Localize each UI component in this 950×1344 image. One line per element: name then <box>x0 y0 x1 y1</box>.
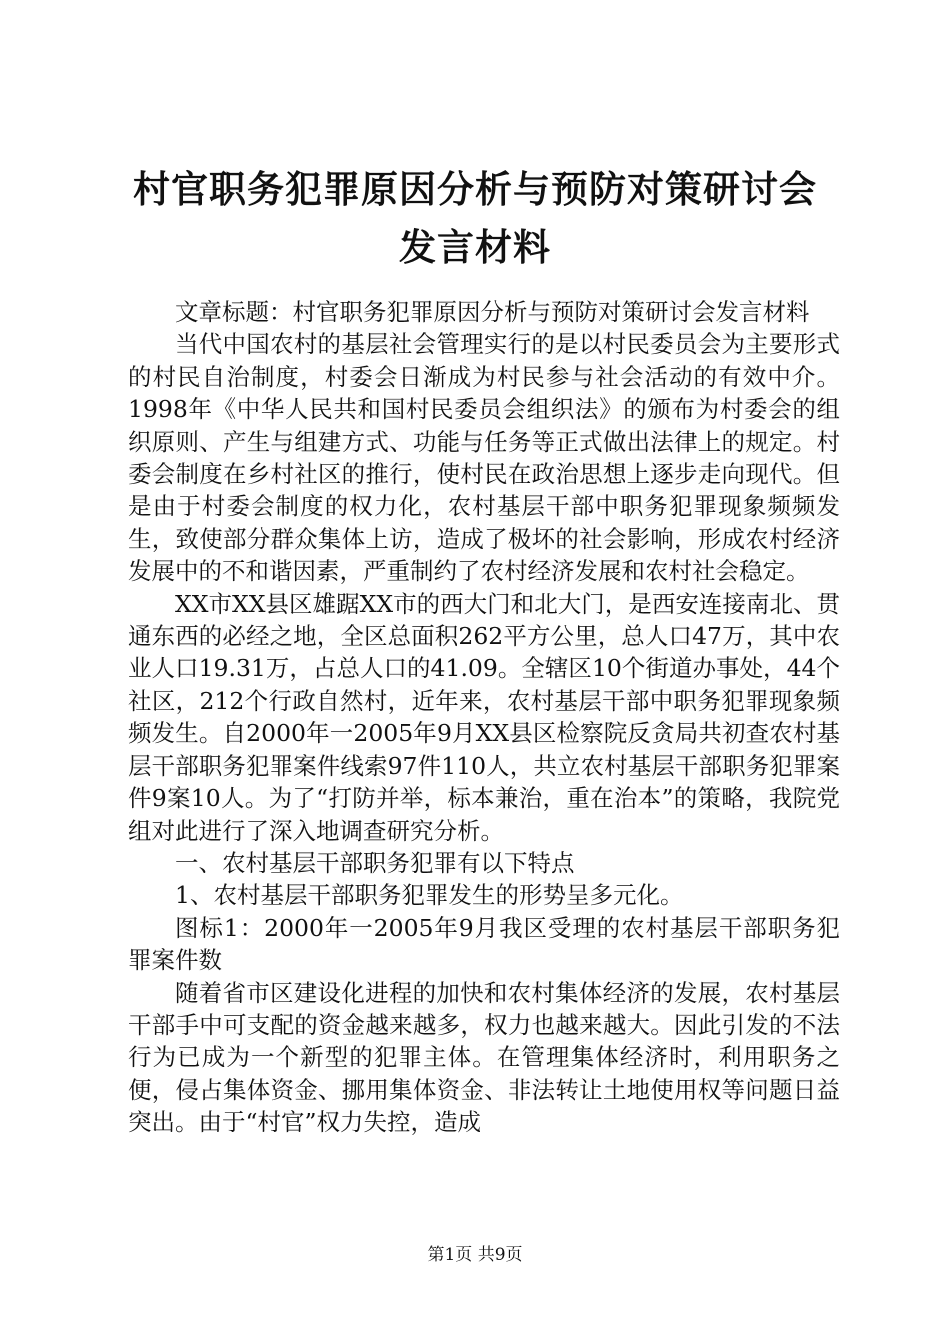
section-heading: 一、农村基层干部职务犯罪有以下特点 <box>175 848 575 877</box>
document-body <box>128 296 840 1139</box>
figure-caption: 图标1：2000年一2005年9月我区受理的农村基层干部职务犯罪案件数 <box>128 913 840 975</box>
subsection-heading: 1、农村基层干部职务犯罪发生的形势呈多元化。 <box>175 881 684 910</box>
page-footer: 第1页 共9页 <box>427 1245 523 1265</box>
paragraph-intro: 当代中国农村的基层社会管理实行的是以村民委员会为主要形式的村民自治制度，村委会日渐成为村民参与社会活动的有效中介。1998年《中华人民共和国村民委员会组织法》的颁布为村委会的组织原则、产生与组建方式、功能与任务等正式做出法律上的规定。村委会制度在乡村社区的推行，使村民在政治思想上逐步走向现代。但是由于村委会制度的权力化，农村基层干部中职务犯罪现象频频发生，致使部分群众集体上访，造成了极坏的社会影响，形成农村经济发展中的不和谐因素，严重制约了农村经济发展和农村社会稳定。 <box>128 330 840 586</box>
paragraph-district-overview: XX市XX县区雄踞XX市的西大门和北大门，是西安连接南北、贯通东西的必经之地，全区总面积262平方公里，总人口47万，其中农业人口19.31万，占总人口的41.09。全辖区10个街道办事处，44个社区，212个行政自然村，近年来，农村基层干部中职务犯罪现象频频发生。自2000年一2005年9月XX县区检察院反贪局共初查农村基层干部职务犯罪案件线索97件110人，共立农村基层干部职务犯罪案件9案10人。为了“打防并举，标本兼治，重在治本”的策略，我院党组对此进行了深入地调查研究分析。 <box>128 589 840 845</box>
paragraph-analysis: 随着省市区建设化进程的加快和农村集体经济的发展，农村基层干部手中可支配的资金越来越多，权力也越来越大。因此引发的不法行为已成为一个新型的犯罪主体。在管理集体经济时，利用职务之便，侵占集体资金、挪用集体资金、非法转让土地使用权等问题日益突出。由于“村官”权力失控，造成 <box>128 978 840 1137</box>
paragraph-article-title: 文章标题：村官职务犯罪原因分析与预防对策研讨会发言材料 <box>175 298 810 326</box>
document-title: 村官职务犯罪原因分析与预防对策研讨会发言材料 <box>133 167 817 269</box>
